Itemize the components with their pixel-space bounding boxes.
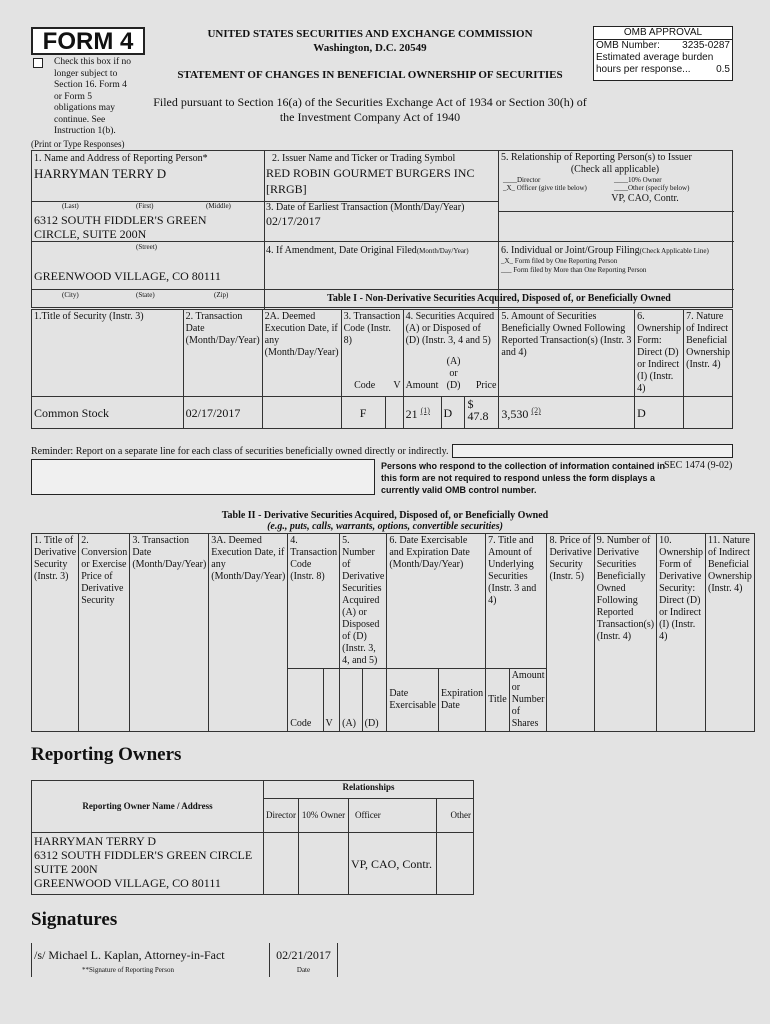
t1-sub-v: V <box>393 380 401 391</box>
filed-pursuant-line1: Filed pursuant to Section 16(a) of the Securities Exchange Act of 1934 or Section 30(h) of <box>153 95 587 109</box>
t1-h4: 4. Securities Acquired (A) or Disposed of (D) (Instr. 3, 4 and 5) Amount (A) or (D) Price <box>403 310 499 397</box>
t1-security-title: Common Stock <box>32 397 184 429</box>
omb-number-label: OMB Number: <box>596 40 660 51</box>
t1-h5: 5. Amount of Securities Beneficially Owned Following Reported Transaction(s) (Instr. 3 and 4) <box>499 310 635 397</box>
t1-owned-footnote[interactable]: (2) <box>531 406 541 415</box>
signatures-heading: Signatures <box>31 909 118 930</box>
omb-hours-label: hours per response... <box>596 64 691 75</box>
agency-name: UNITED STATES SECURITIES AND EXCHANGE COMMISSION <box>207 28 533 40</box>
ro-relationships: Relationships <box>264 781 474 799</box>
t1-sub-price: Price <box>475 380 497 391</box>
t2-h4: 4. Transaction Code (Instr. 8) <box>288 534 340 669</box>
table2-subtitle: (e.g., puts, calls, warrants, options, convertible securities) <box>267 521 503 532</box>
signer-caption: **Signature of Reporting Person <box>82 966 174 974</box>
t2-sub-d: (D) <box>362 669 387 732</box>
signature-date-cell <box>270 943 338 977</box>
t2-h3a: 3A. Deemed Execution Date, if any (Month/Day/Year) <box>209 534 288 732</box>
t2-sub-expiration: Expiration Date <box>438 669 485 732</box>
t2-h6: 6. Date Exercisable and Expiration Date (Month/Day/Year) <box>387 534 486 669</box>
ro-director-value <box>264 833 299 895</box>
city-caption: (City) <box>62 291 79 299</box>
t1-ownership-form: D <box>635 397 684 429</box>
table2-title: Table II - Derivative Securities Acquired, Disposed of, or Beneficially Owned <box>221 510 549 521</box>
state-caption: (State) <box>136 291 155 299</box>
name-middle-caption: (Middle) <box>206 202 231 210</box>
t1-v <box>385 397 403 429</box>
t2-h1: 1. Title of Derivative Security (Instr. 3) <box>32 534 79 732</box>
signature-date-caption: Date <box>296 966 311 974</box>
ro-col-name: Reporting Owner Name / Address <box>32 781 264 833</box>
t2-h5: 5. Number of Derivative Securities Acquired (A) or Disposed of (D) (Instr. 3, 4, and 5) <box>340 534 387 669</box>
t2-h9: 9. Number of Derivative Securities Beneficially Owned Following Reported Transaction(s) (Instr. 4) <box>594 534 656 732</box>
t2-h11: 11. Nature of Indirect Beneficial Ownership (Instr. 4) <box>705 534 754 732</box>
t2-h2: 2. Conversion or Exercise Price of Derivative Security <box>79 534 130 732</box>
omb-hours-row <box>594 64 732 76</box>
ro-col-ten: 10% Owner <box>298 799 348 833</box>
more-reporting-persons-option: ___ Form filed by More than One Reporting Person <box>501 266 647 274</box>
box4-label: 4. If Amendment, Date Original Filed(Month/Day/Year) <box>266 245 469 256</box>
signature-date: 02/21/2017 <box>276 948 331 962</box>
ro-other-value <box>436 833 473 895</box>
t2-sub-code: Code <box>288 669 323 732</box>
ro-ten-value <box>298 833 348 895</box>
table-row <box>32 397 733 429</box>
reporting-owners-heading: Reporting Owners <box>31 744 182 765</box>
reporting-owners-table <box>31 780 474 895</box>
table-row <box>32 833 474 895</box>
t1-amount-footnote[interactable]: (1) <box>420 406 430 415</box>
ro-col-officer: Officer <box>348 799 436 833</box>
address-line2: CIRCLE, SUITE 200N <box>34 227 147 241</box>
one-reporting-person-option: _X_ Form filed by One Reporting Person <box>501 257 618 265</box>
director-option: ____Director <box>503 176 541 184</box>
earliest-transaction-date: 02/17/2017 <box>266 214 321 228</box>
ro-owner-address: HARRYMAN TERRY D 6312 SOUTH FIDDLER'S GREEN CIRCLE SUITE 200N GREENWOOD VILLAGE, CO 80111 <box>32 833 264 895</box>
reporting-person-name: HARRYMAN TERRY D <box>34 166 167 181</box>
t1-h2a: 2A. Deemed Execution Date, if any (Month/Day/Year) <box>262 310 341 397</box>
filed-pursuant-line2: the Investment Company Act of 1940 <box>279 110 461 124</box>
no-longer-subject-checkbox[interactable] <box>33 58 43 68</box>
omb-title: OMB APPROVAL <box>594 27 732 40</box>
form-title-box <box>31 27 145 55</box>
t1-transaction-date: 02/17/2017 <box>183 397 262 429</box>
ro-officer-value: VP, CAO, Contr. <box>348 833 436 895</box>
ten-pct-owner-option: ____10% Owner <box>614 176 662 184</box>
name-last-caption: (Last) <box>62 202 79 210</box>
zip-caption: (Zip) <box>214 291 229 299</box>
form-title: FORM 4 <box>42 28 134 55</box>
omb-approval-box <box>593 26 733 81</box>
t1-h6: 6. Ownership Form: Direct (D) or Indirect (I) (Instr. 4) <box>635 310 684 397</box>
t1-h1: 1.Title of Security (Instr. 3) <box>32 310 184 397</box>
name-first-caption: (First) <box>136 202 154 210</box>
city-line: GREENWOOD VILLAGE, CO 80111 <box>34 269 221 283</box>
ro-col-other: Other <box>436 799 473 833</box>
persons-notice: Persons who respond to the collection of information contained in this form are not required to respond unless the form displays a currently valid OMB control number. <box>381 461 666 495</box>
table1-title: Table I - Non-Derivative Securities Acquired, Disposed of, or Beneficially Owned <box>327 293 671 304</box>
omb-number-row <box>594 40 732 52</box>
box5-sub: (Check all applicable) <box>570 164 660 175</box>
box5-label: 5. Relationship of Reporting Person(s) to Issuer <box>501 152 692 163</box>
t1-code: F <box>341 397 385 429</box>
t1-nature <box>684 397 733 429</box>
statement-title: STATEMENT OF CHANGES IN BENEFICIAL OWNERSHIP OF SECURITIES <box>177 69 563 81</box>
street-caption: (Street) <box>136 243 157 251</box>
t2-h10: 10. Ownership Form of Derivative Security: Direct (D) or Indirect (I) (Instr. 4) <box>657 534 706 732</box>
print-or-type: (Print or Type Responses) <box>31 139 125 149</box>
box2-label: 2. Issuer Name and Ticker or Trading Symbol <box>272 153 456 164</box>
box6-label: 6. Individual or Joint/Group Filing(Check Applicable Line) <box>501 245 709 256</box>
omb-number: 3235-0287 <box>682 40 730 51</box>
reminder-text: Reminder: Report on a separate line for each class of securities beneficially owned directly or indirectly. <box>31 446 449 457</box>
ro-col-director: Director <box>264 799 299 833</box>
notice-blank-box <box>31 459 375 495</box>
issuer-ticker: [RRGB] <box>266 182 307 196</box>
checkbox-text: Check this box if no longer subject to Section 16. Form 4 or Form 5 obligations may continue. See Instruction 1(b). <box>54 57 132 136</box>
box3-label: 3. Date of Earliest Transaction (Month/Day/Year) <box>266 202 465 213</box>
other-option: ____Other (specify below) <box>614 184 690 192</box>
t2-h3: 3. Transaction Date (Month/Day/Year) <box>130 534 209 732</box>
t2-sub-a: (A) <box>340 669 363 732</box>
t1-aord: D <box>441 397 465 429</box>
t1-amount: 21 $^{(1)}$ <box>403 397 441 429</box>
omb-burden-label: Estimated average burden <box>596 52 714 63</box>
t1-owned: 3,530 $^{(2)}$ <box>499 397 635 429</box>
t1-h3: 3. Transaction Code (Instr. 8) Code V <box>341 310 403 397</box>
reminder-field <box>452 444 733 458</box>
signer-name: /s/ Michael L. Kaplan, Attorney-in-Fact <box>34 948 225 962</box>
t1-sub-amount: Amount <box>405 380 439 391</box>
t2-sub-exercisable: Date Exercisable <box>387 669 439 732</box>
officer-option: _X_ Officer (give title below) <box>503 184 587 192</box>
issuer-name: RED ROBIN GOURMET BURGERS INC <box>266 166 475 180</box>
box1-label: 1. Name and Address of Reporting Person* <box>34 153 208 164</box>
t1-deemed-date <box>262 397 341 429</box>
t1-h7: 7. Nature of Indirect Beneficial Ownership (Instr. 4) <box>684 310 733 397</box>
t2-sub-amount: Amount or Number of Shares <box>509 669 547 732</box>
officer-title: VP, CAO, Contr. <box>611 193 679 204</box>
omb-hours: 0.5 <box>716 64 730 75</box>
t1-sub-code: Code <box>354 380 376 391</box>
signature-cell <box>32 943 270 977</box>
address-line1: 6312 SOUTH FIDDLER'S GREEN <box>34 213 207 227</box>
signatures-table <box>31 943 338 977</box>
sec-code: SEC 1474 (9-02) <box>664 460 733 471</box>
t1-price: $ 47.8 <box>465 397 499 429</box>
t2-sub-title: Title <box>486 669 510 732</box>
t2-h7: 7. Title and Amount of Underlying Securities (Instr. 3 and 4) <box>486 534 547 669</box>
t1-h2: 2. Transaction Date (Month/Day/Year) <box>183 310 262 397</box>
agency-location: Washington, D.C. 20549 <box>313 42 427 54</box>
table1 <box>31 309 733 429</box>
t1-sub-aord: (A) or (D) <box>446 356 461 391</box>
table2 <box>31 533 755 732</box>
t2-h8: 8. Price of Derivative Security (Instr. 5) <box>547 534 594 732</box>
t2-sub-v: V <box>323 669 340 732</box>
